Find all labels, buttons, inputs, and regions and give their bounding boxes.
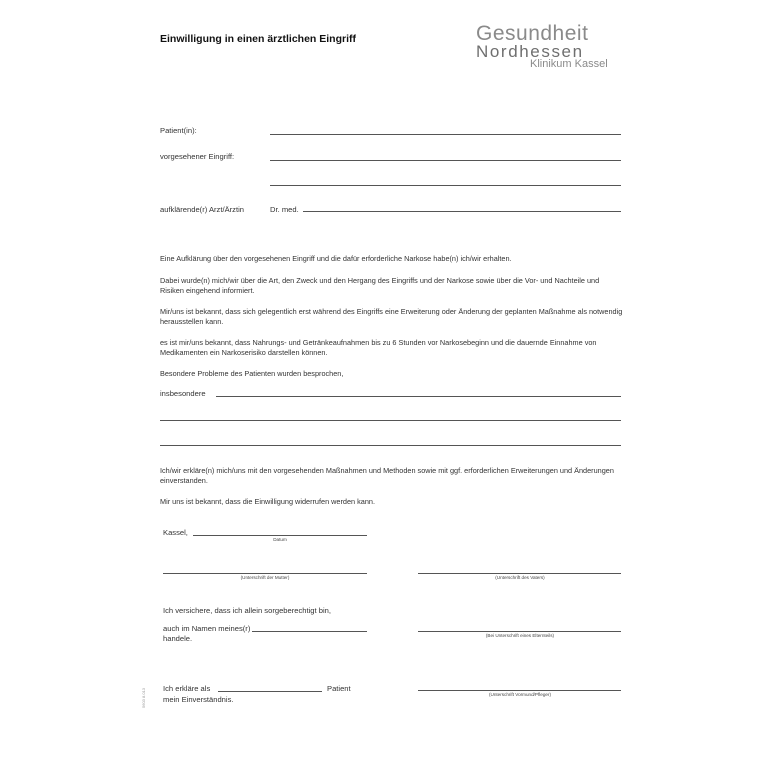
father-caption: (Unterschrift des Vaters) (495, 575, 545, 580)
doctor-prefix: Dr. med. (270, 205, 299, 214)
father-signature-line[interactable] (418, 573, 621, 574)
logo-line-1: Gesundheit (476, 22, 589, 45)
mother-signature-line[interactable] (163, 573, 367, 574)
doctor-label: aufklärende(r) Arzt/Ärztin (160, 205, 244, 214)
info-paragraph-1: Eine Aufklärung über den vorgesehenen Eingriff und die dafür erforderliche Narkose habe(n) ich/wir erhalten. (160, 254, 512, 263)
insbesondere-line-1[interactable] (216, 396, 621, 397)
patient-label: Patient(in): (160, 126, 197, 135)
guardian-caption: (Unterschrift Vormund/Pfleger) (488, 692, 552, 697)
declare-label: Ich erkläre als (163, 684, 211, 693)
consent-word: mein Einverständnis. (163, 695, 234, 704)
doctor-line[interactable] (303, 211, 621, 212)
insbesondere-line-3[interactable] (160, 445, 621, 446)
patient-line[interactable] (270, 134, 621, 135)
procedure-label: vorgesehener Eingriff: (160, 152, 235, 161)
info-paragraph-5: Besondere Probleme des Patienten wurden besprochen, (160, 369, 344, 378)
declare-line[interactable] (218, 691, 322, 692)
consent-paragraph-2: Mir uns ist bekannt, dass die Einwilligung widerrufen werden kann. (160, 497, 375, 506)
form-number: 5603 8.013 (141, 687, 146, 708)
guardian-signature-line[interactable] (418, 690, 621, 691)
info-paragraph-2: Dabei wurde(n) mich/wir über die Art, den Zweck und den Hergang des Eingriffs und der Narkose sowie über die Vor- und Nachteile und Risiken eingehend informiert. (160, 276, 600, 295)
document-title: Einwilligung in einen ärztlichen Eingriff (160, 33, 357, 45)
single-parent-signature-line[interactable] (418, 631, 621, 632)
procedure-line-2[interactable] (270, 185, 621, 186)
place-label: Kassel, (163, 528, 188, 537)
logo-line-3: Klinikum Kassel (530, 58, 608, 70)
single-parent-caption: (Bei Unterschrift eines Elternteils) (485, 633, 555, 638)
date-caption: Datum (273, 537, 287, 542)
info-paragraph-4: es ist mir/uns bekannt, dass Nahrungs- und Getränkeaufnahmen bis zu 6 Stunden vor Narkosebeginn und die dauernde Einnahme von Medikamenten ein Narkoserisiko darstellen können. (160, 338, 597, 357)
patient-word: Patient (327, 684, 351, 693)
on-behalf-line[interactable] (252, 631, 367, 632)
handele-label: handele. (163, 634, 193, 643)
sole-custody-text: Ich versichere, dass ich allein sorgeberechtigt bin, (163, 606, 331, 615)
insbesondere-line-2[interactable] (160, 420, 621, 421)
on-behalf-label: auch im Namen meines(r) (163, 624, 251, 633)
procedure-line-1[interactable] (270, 160, 621, 161)
date-line[interactable] (193, 535, 367, 536)
info-paragraph-3: Mir/uns ist bekannt, dass sich gelegentlich erst während des Eingriffs eine Erweiterung oder Änderung der geplanten Maßnahme als notwendig herausstellen kann. (160, 307, 623, 326)
consent-paragraph-1: Ich/wir erkläre(n) mich/uns mit den vorgesehenden Maßnahmen und Methoden sowie mit ggf. erforderlichen Erweiterungen und Änderungen einverstanden. (160, 466, 614, 485)
insbesondere-label: insbesondere (160, 389, 206, 398)
logo-line-2: Nordhessen (476, 42, 584, 61)
mother-caption: (Unterschrift der Mutter) (240, 575, 290, 580)
